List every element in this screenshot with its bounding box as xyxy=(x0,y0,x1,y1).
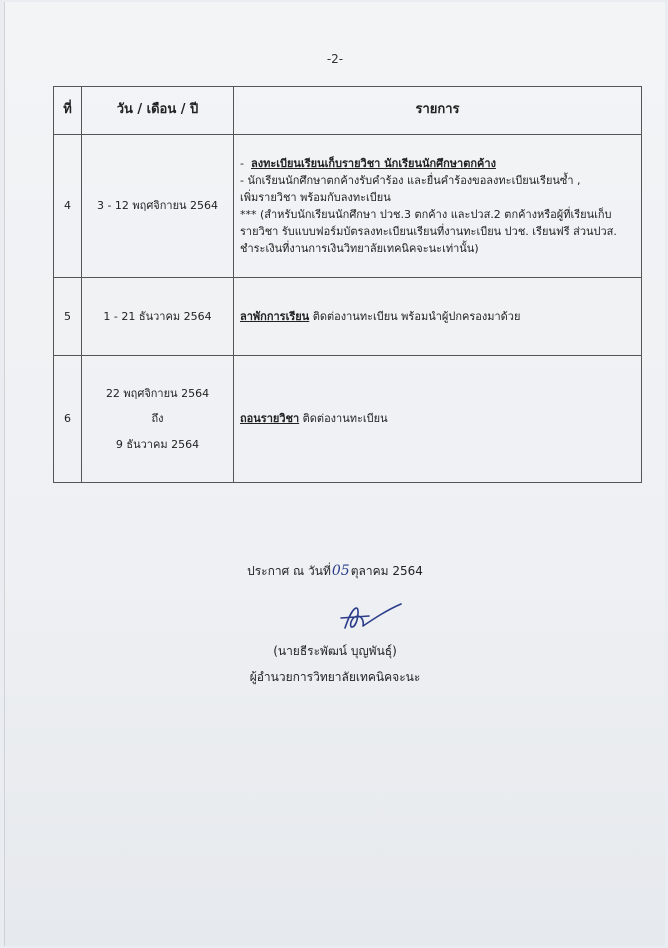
row-line: รายวิชา รับแบบฟอร์มบัตรลงทะเบียนเรียนที่งานทะเบียน ปวช. เรียนฟรี ส่วนปวส. xyxy=(240,225,617,239)
page-number: -2- xyxy=(326,52,344,66)
schedule-table xyxy=(53,86,642,483)
row-date-start: 22 พฤศจิกายน 2564 xyxy=(105,387,210,401)
row-title: ลาพักการเรียน xyxy=(240,309,310,323)
row-line: ชำระเงินที่งานการเงินวิทยาลัยเทคนิคจะนะเท่านั้น) xyxy=(240,242,479,256)
row-number: 5 xyxy=(54,278,82,356)
handwritten-day: 05 xyxy=(331,563,350,579)
row-number: 4 xyxy=(54,135,82,278)
table-row xyxy=(54,356,642,483)
signatory-title: ผู้อำนวยการวิทยาลัยเทคนิคจะนะ xyxy=(249,670,421,684)
row-detail-text: ติดต่องานทะเบียน xyxy=(299,412,388,426)
header-date: วัน / เดือน / ปี xyxy=(82,87,234,135)
row-detail xyxy=(234,356,642,483)
header-detail: รายการ xyxy=(234,87,642,135)
row-number: 6 xyxy=(54,356,82,483)
row-date xyxy=(82,356,234,483)
row-line: เพิ่มรายวิชา พร้อมกับลงทะเบียน xyxy=(240,190,391,204)
row-line: - นักเรียนนักศึกษาตกค้างรับคำร้อง และยื่นคำร้องขอลงทะเบียนเรียนซ้ำ , xyxy=(240,173,581,187)
row-date: 1 - 21 ธันวาคม 2564 xyxy=(82,278,234,356)
announcement-suffix: ตุลาคม 2564 xyxy=(350,564,423,578)
row-title: ถอนรายวิชา xyxy=(240,412,300,426)
announcement-prefix: ประกาศ ณ วันที่ xyxy=(247,564,331,578)
row-line: *** (สำหรับนักเรียนนักศึกษา ปวช.3 ตกค้าง และปวส.2 ตกค้างหรือผู้ที่เรียนเก็บ xyxy=(240,208,612,221)
table-header-row xyxy=(54,87,642,135)
row-detail-text: ติดต่องานทะเบียน พร้อมนำผู้ปกครองมาด้วย xyxy=(309,309,521,323)
row-date-end: 9 ธันวาคม 2564 xyxy=(115,437,200,451)
row-date-separator: ถึง xyxy=(151,412,164,426)
row-detail: - ลงทะเบียนเรียนเก็บรายวิชา นักเรียนนักศึกษาตกค้าง - นักเรียนนักศึกษาตกค้างรับคำร้อง และยื่นคำร้องขอลงทะเบียนเรียนซ้ำ , เพิ่มรายวิชา พร้อมกับลงทะเบียน *** (สำหรับนักเรียนนักศึกษา ปวช.3 ตกค้าง และปวส.2 ตกค้างหรือผู้ที่เรียนเก็บ รายวิชา รับแบบฟอร์มบัตรลงทะเบียนเรียนที่งานทะเบียน ปวช. เรียนฟรี ส่วนปวส. ชำระเงินที่งานการเงินวิทยาลัยเทคนิคจะนะเท่านั้น) xyxy=(234,135,642,278)
announcement-date-line xyxy=(5,562,665,581)
row-detail xyxy=(234,278,642,356)
table-row xyxy=(54,135,642,278)
signature-mark xyxy=(335,598,407,638)
document-page xyxy=(4,2,665,946)
row-date: 3 - 12 พฤศจิกายน 2564 xyxy=(82,135,234,278)
row-title: ลงทะเบียนเรียนเก็บรายวิชา นักเรียนนักศึกษาตกค้าง xyxy=(250,156,496,170)
table-row xyxy=(54,278,642,356)
signatory-name: (นายธีระพัฒน์ บุญพันธุ์) xyxy=(273,644,397,658)
header-no: ที่ xyxy=(54,87,82,135)
